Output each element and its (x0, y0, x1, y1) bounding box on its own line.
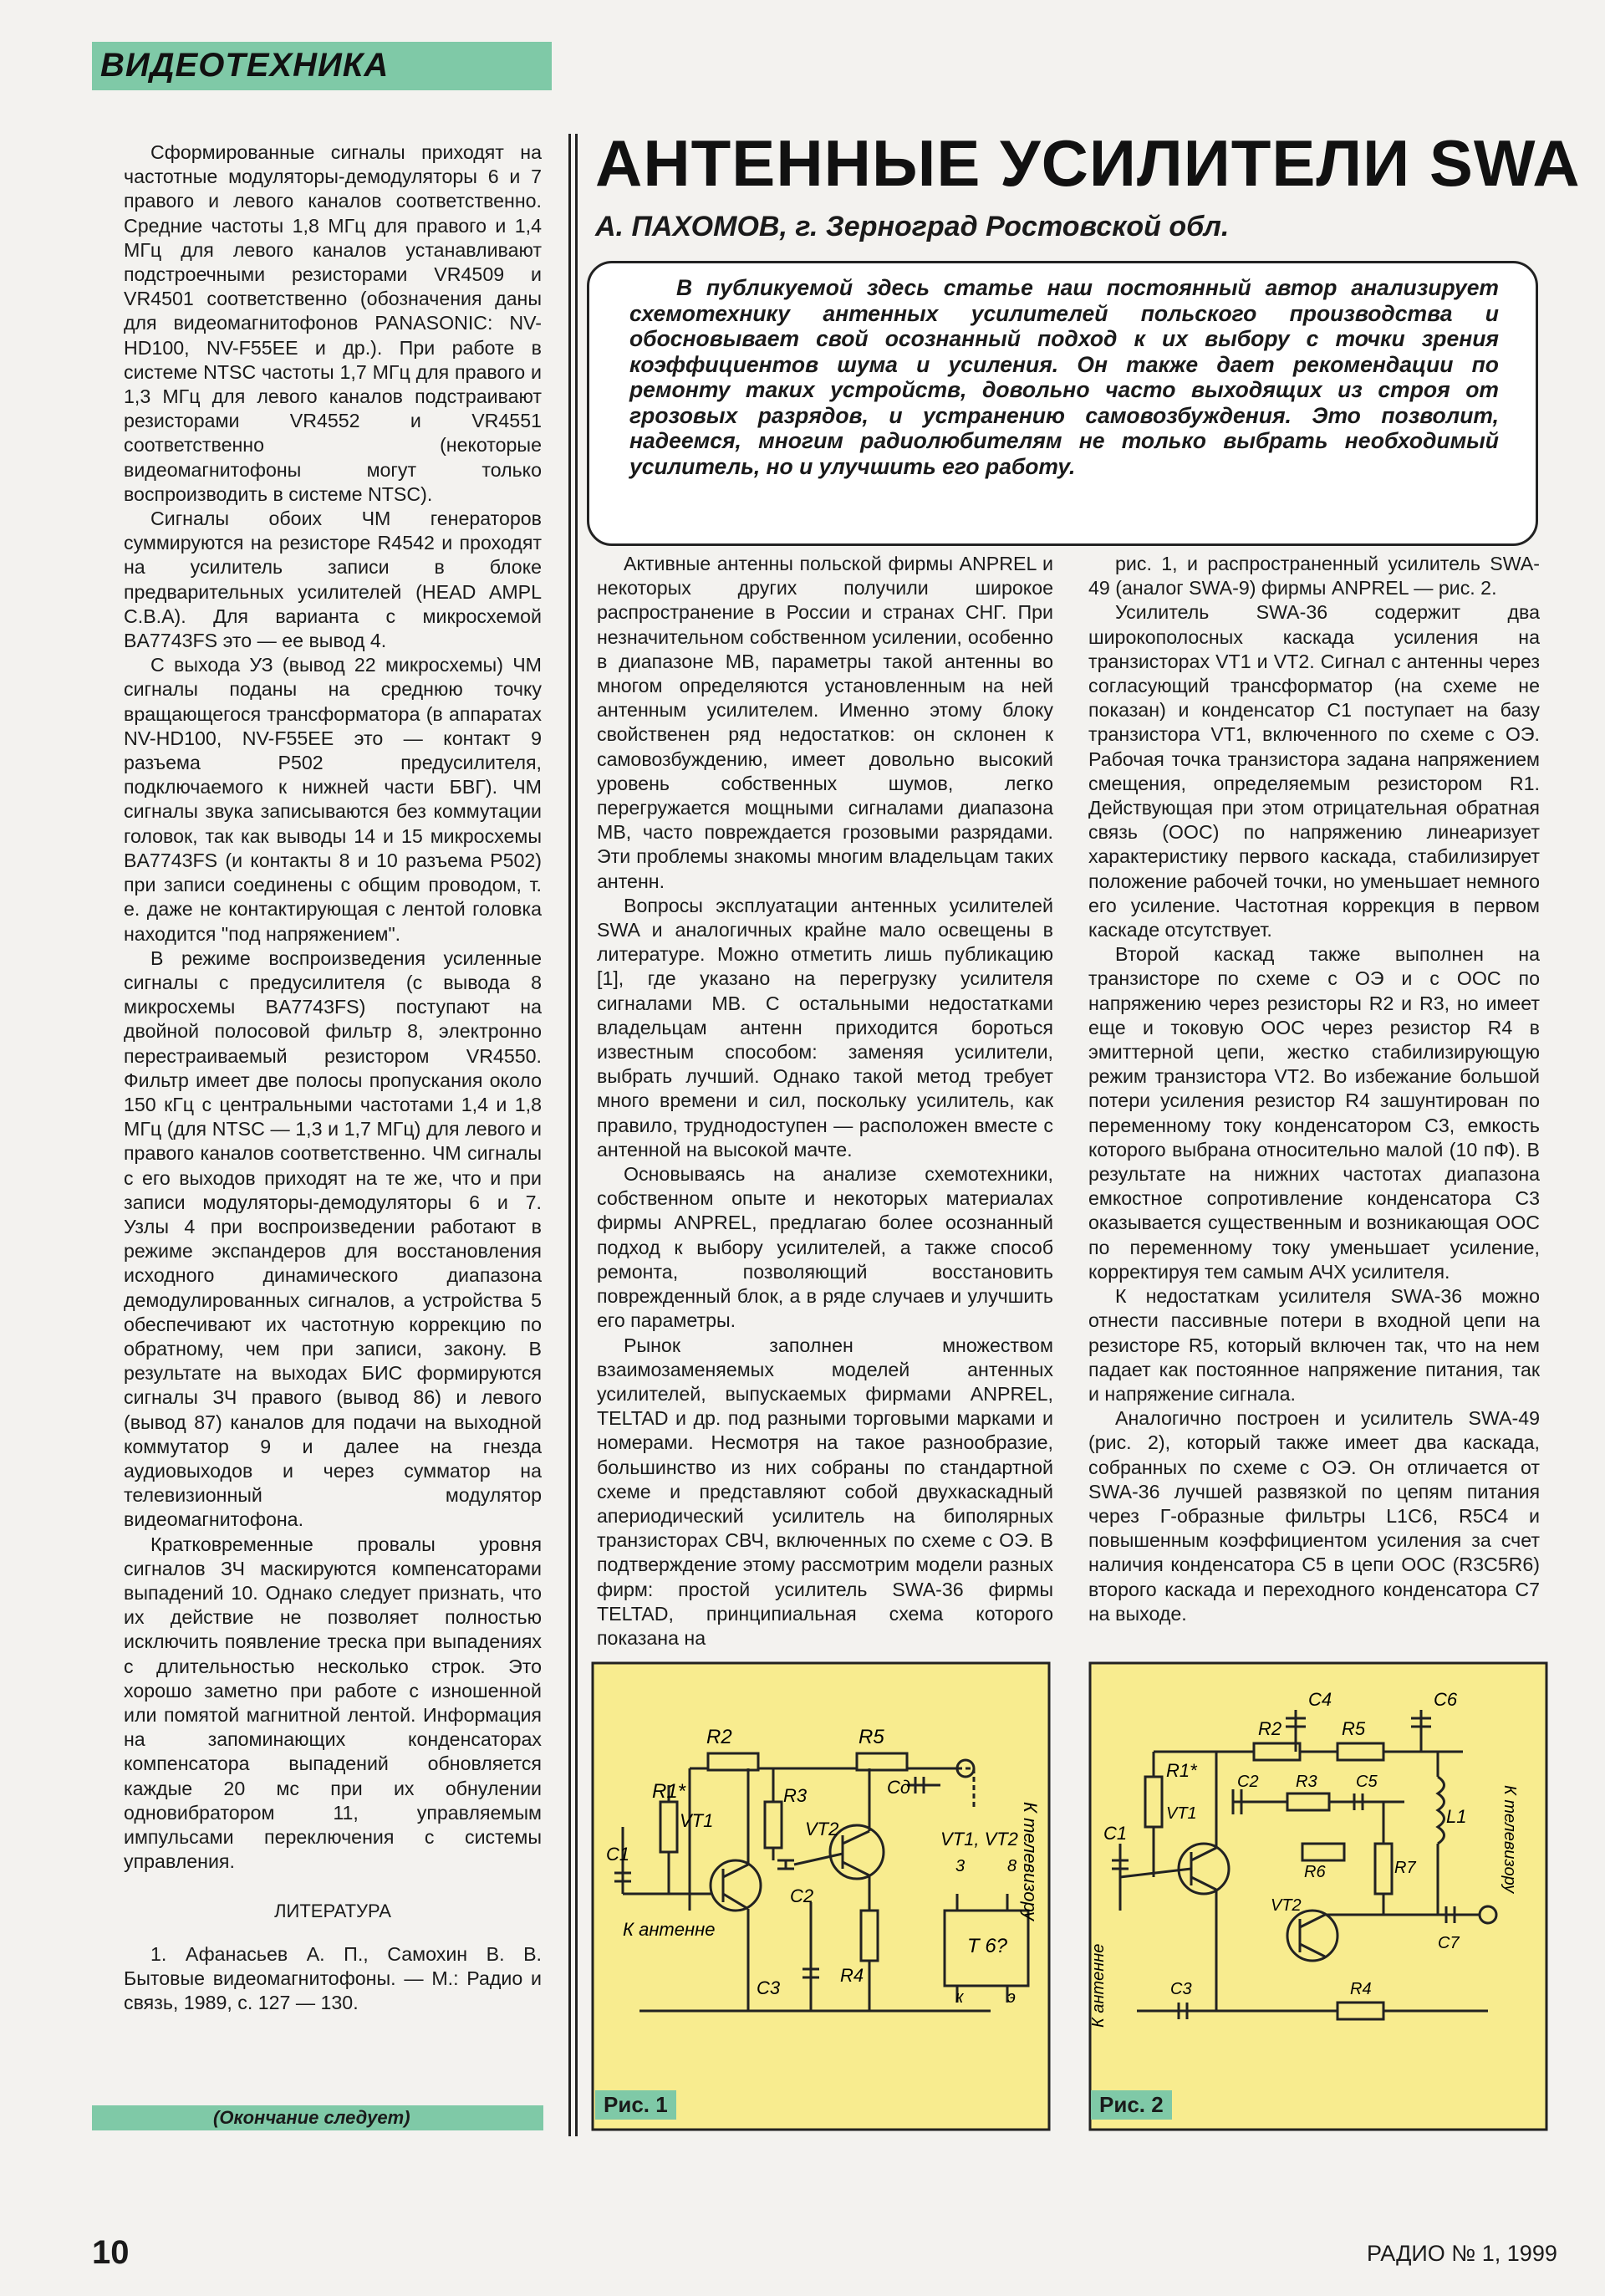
figure-1-label: Рис. 1 (595, 2090, 676, 2120)
figure-2-schematic (1087, 1660, 1551, 2136)
label-to-antenna: К антенне (623, 1919, 716, 1940)
label-c1: C1 (606, 1844, 630, 1865)
label-r1: R1* (652, 1780, 686, 1803)
paragraph: Вопросы эксплуатации антенных усилителей SWA и аналогичных крайне мало освещены в литературе. Можно отметить лишь публикацию [1], где указано на перегрузку усилителя сигналами МВ. С остальными недостатками владельцам антенн приходится бороться известным способом: заменяя усилители, выбрать лучший. Однако такой метод требует много времени и сил, поскольку усилитель, как правило, труднодоступен — расположен вместе с антенной на высокой мачте. (597, 894, 1053, 1161)
label-c4: C4 (1308, 1689, 1332, 1710)
label-pin3: 3 (955, 1857, 966, 1875)
label-pin8: 8 (1007, 1857, 1017, 1875)
label-r3: R3 (783, 1785, 808, 1806)
label-vt1: VT1 (1166, 1804, 1197, 1823)
continuation-text: (Окончание следует) (213, 2107, 410, 2128)
paragraph: Аналогично построен и усилитель SWA-49 (рис. 2), который также имеет два каскада, собранных по схеме с ОЭ. Он отличается от SWA-36 лучшей развязкой по цепям питания через Г-образные фильтры L1C6, R5C4 и повышенным коэффициентом усиления за счет наличия конденсатора C5 в цепи ООС (R3C5R6) второго каскада и переходного конденсатора C7 на выходе. (1088, 1407, 1540, 1625)
label-vt1: VT1 (680, 1810, 714, 1831)
paragraph: Второй каскад также выполнен на транзисторе по схеме с ОЭ и с ООС по напряжению через резисторы R2 и R3, но имеет еще и токовую ООС через резистор R4 в эмиттерной цепи, жестко стабилизирующую режим транзистора VT2. Во избежание большой потери усиления резистор R4 зашунтирован по переменному току конденсатором C3, емкость которого выбрана относительно малой (10 пФ). В результате на нижних частотах диапазона емкостное сопротивление конденсатора C3 оказывается существенным и возникающая ООС по переменному току уменьшает усиление, корректируя тем самым АЧХ усилителя. (1088, 943, 1540, 1283)
label-r5: R5 (859, 1726, 884, 1748)
paragraph: К недостаткам усилителя SWA-36 можно отнести пассивные потери в входной цепи на резисторе R5, который включен так, что на нем падает как постоянное напряжение питания, так и напряжение сигнала. (1088, 1285, 1540, 1405)
label-c3: C3 (1170, 1980, 1192, 1998)
label-e: э (1007, 1988, 1016, 2007)
label-r6: R6 (1304, 1863, 1326, 1881)
label-vt1vt2: VT1, VT2 (940, 1829, 1018, 1850)
label-r3: R3 (1296, 1773, 1317, 1791)
figure-2-label: Рис. 2 (1091, 2090, 1172, 2120)
label-k: к (955, 1988, 964, 2007)
label-c3: C3 (757, 1977, 781, 1998)
middle-column (597, 552, 1053, 1651)
label-c6: C6 (1434, 1689, 1458, 1710)
label-c1: C1 (1103, 1823, 1128, 1844)
figure-2-frame (1090, 1663, 1546, 2130)
label-r2: R2 (1258, 1718, 1282, 1739)
label-c2: C2 (1237, 1773, 1259, 1791)
label-r5: R5 (1342, 1718, 1366, 1739)
label-to-tv: К телевизору (1020, 1802, 1041, 1921)
paragraph: Рынок заполнен множеством взаимозаменяемых моделей антенных усилителей, выпускаемых фирмами ANPREL, TELTAD и др. под разными торговыми марками и номерами. Несмотря на такое разнообразие, большинство из них собраны по стандартной схеме и представляют собой двухкаскадный апериодический усилитель на биполярных транзисторах СВЧ, включенных по схеме с ОЭ. В подтверждение этому рассмотрим модели разных фирм: простой усилитель SWA-36 фирмы TELTAD, принципиальная схема которого показана на (597, 1334, 1053, 1649)
paragraph: Кратковременные провалы уровня сигналов ЗЧ маскируются компенсаторами выпадений 10. Однако следует признать, что их действие не позволяет полностью исключить появление треска при выпадениях с длительностью несколько строк. Это хорошо заметно при работе с изношенной или помятой магнитной лентой. Информация на запоминающих конденсаторах компенсатора выпадений обновляется каждые 20 мс при их обнулении одновибратором 11, управляемым импульсами переключения с системы управления. (124, 1533, 542, 1873)
figure-1-schematic (589, 1660, 1053, 2136)
label-r7: R7 (1394, 1859, 1416, 1877)
lead-text: В публикуемой здесь статье наш постоянный автор анализирует схемотехнику антенных усилителей польского производства и обосновывает свой осознанный подход к их выбору с точки зрения коэффициентов шума и усиления. Он также дает рекомендации по ремонту таких устройств, довольно часто выходящих из строя от грозовых разрядов, и устранению самовозбуждения. Это позволит, надеемся, многим радиолюбителям не только выбрать необходимый усилитель, но и улучшить его работу. (629, 275, 1499, 479)
rubric-title: ВИДЕОТЕХНИКА (100, 47, 390, 84)
label-cd: Cд (887, 1777, 911, 1798)
label-r4: R4 (840, 1965, 864, 1986)
paragraph: Сигналы обоих ЧМ генераторов суммируются на резисторе R4542 и проходят на усилитель записи в блоке предварительных усилителей (HEAD AMPL C.B.A). Для варианта с микросхемой BA7743FS это — ее вывод 4. (124, 508, 542, 652)
paragraph: В режиме воспроизведения усиленные сигналы с предусилителя (с вывода 8 микросхемы BA7743FS) поступают на двойной полосовой фильтр 8, электронно перестраиваемый резистором VR4550. Фильтр имеет две полосы пропускания около 150 кГц с центральными частотами 1,4 и 1,8 МГц (для NTSC — 1,3 и 1,7 МГц) для левого и правого каналов соответственно. ЧМ сигналы с его выходов приходят на те же, что и при записи модуляторы-демодуляторы 6 и 7. Узлы 4 при воспроизведении работают в режиме экспандеров для восстановления исходного динамического диапазона демодулированных сигналов, а устройства 5 обеспечивают их частотную коррекцию по обратному, чем при записи, закону. В результате на выходах БИС формируются сигналы ЗЧ правого (вывод 86) и левого (вывод 87) каналов для подачи на выходной коммутатор 9 и далее на гнезда аудиовыходов и через сумматор на телевизионный модулятор видеомагнитофона. (124, 946, 542, 1531)
label-to-antenna: К антенне (1089, 1943, 1108, 2028)
label-c5: C5 (1356, 1773, 1378, 1791)
label-to-tv: К телевизору (1501, 1785, 1519, 1894)
label-r1: R1* (1166, 1760, 1197, 1781)
article-title: АНТЕННЫЕ УСИЛИТЕЛИ SWA (595, 126, 1581, 200)
lead-box (587, 261, 1538, 546)
literature-item: 1. Афанасьев А. П., Самохин В. В. Бытовые видеомагнитофоны. — М.: Радио и связь, 1989, с. 127 — 130. (124, 1942, 542, 2014)
label-vt2: VT2 (1271, 1896, 1302, 1915)
label-r2: R2 (706, 1726, 732, 1748)
left-column (124, 140, 542, 2015)
page-number: 10 (92, 2234, 130, 2271)
label-t6: Т 6? (967, 1935, 1008, 1957)
article-author: А. ПАХОМОВ, г. Зерноград Ростовской обл. (595, 211, 1230, 242)
figure-1-frame (593, 1663, 1049, 2130)
paragraph: Активные антенны польской фирмы ANPREL и некоторых других получили широкое распространение в России и странах СНГ. При незначительном собственном усилении, особенно в диапазоне МВ, параметры такой антенны во многом определяются установленным на ней антенным усилителем. Именно этому блоку свойственен ряд недостатков: он склонен к самовозбуждению, имеет довольно высокий уровень собственных шумов, легко перегружается мощными сигналами диапазона МВ, часто повреждается грозовыми разрядами. Эти проблемы знакомы многим владельцам таких антенн. (597, 553, 1053, 892)
label-l1: L1 (1446, 1806, 1467, 1827)
column-divider (568, 134, 571, 2136)
literature-title: ЛИТЕРАТУРА (274, 1901, 391, 1922)
continuation-banner (92, 2105, 543, 2130)
label-r4: R4 (1350, 1980, 1372, 1998)
label-c2: C2 (790, 1885, 814, 1906)
paragraph: Сформированные сигналы приходят на частотные модуляторы-демодуляторы 6 и 7 правого и левого каналов соответственно. Средние частоты 1,8 МГц для правого и 1,4 МГц для левого каналов устанавливают подстроечными резисторами VR4509 и VR4501 соответственно (обозначения даны для видеомагнитофонов PANASONIC: NV-HD100, NV-F55EE и др.). При работе в системе NTSC частоты 1,7 МГц для правого и 1,3 МГц для левого каналов подстраивают резисторами VR4552 и VR4551 соответственно (некоторые видеомагнитофоны могут только воспроизводить в системе NTSC). (124, 141, 542, 505)
rubric-banner (92, 42, 552, 90)
paragraph: Усилитель SWA-36 содержит два широкополосных каскада усиления на транзисторах VT1 и VT2. Сигнал с антенны через согласующий трансформатор (на схеме не показан) и конденсатор C1 поступает на базу транзистора VT1, включенного по схеме с ОЭ. Рабочая точка транзистора задана напряжением смещения, определяемым резистором R1. Действующая при этом отрицательная обратная связь (ООС) по напряжению линеаризует характеристику первого каскада, стабилизирует положение рабочей точки, но уменьшает немного его усиление. Частотная коррекция в первом каскаде отсутствует. (1088, 601, 1540, 941)
label-c7: C7 (1438, 1934, 1460, 1952)
paragraph: рис. 1, и распространенный усилитель SWA-49 (аналог SWA-9) фирмы ANPREL — рис. 2. (1088, 553, 1540, 600)
paragraph: С выхода УЗ (вывод 22 микросхемы) ЧМ сигналы поданы на среднюю точку вращающегося трансформатора (в аппаратах NV-HD100, NV-F55EE это — контакт 9 разъема P502 предусилителя, подключаемого к нижней части БВГ). ЧМ сигналы звука записываются без коммутации головок, так как выводы 14 и 15 микросхемы BA7743FS (и контакты 8 и 10 разъема P502) при записи соединены с общим проводом, т. е. даже не контактирующая с лентой головка находится "под напряжением". (124, 654, 542, 945)
paragraph: Основываясь на анализе схемотехники, собственном опыте и некоторых материалах фирмы ANPREL, предлагаю более осознанный подход к выбору усилителей, а также способ ремонта, позволяющий восстановить поврежденный блок, а в ряде случаев и улучшить его параметры. (597, 1163, 1053, 1332)
label-vt2: VT2 (805, 1819, 839, 1839)
column-divider (575, 134, 578, 2136)
issue-info: РАДИО № 1, 1999 (1367, 2241, 1557, 2266)
right-column (1088, 552, 1540, 1626)
